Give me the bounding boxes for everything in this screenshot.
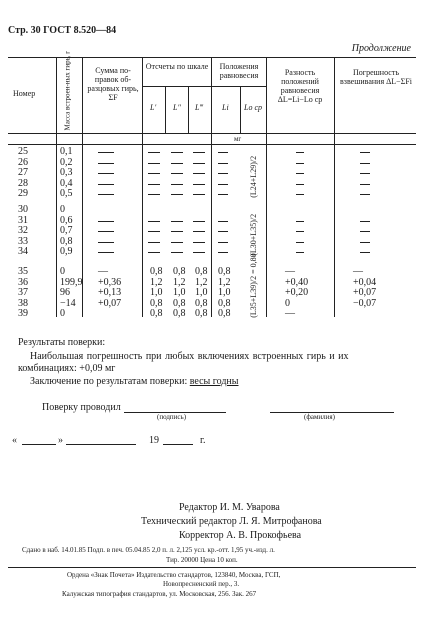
row-mass: 0,4: [60, 177, 73, 189]
unit-label: мг: [234, 135, 242, 143]
date-open-quote: «: [12, 435, 17, 446]
conclusion-value: весы годны: [189, 376, 239, 387]
empty-cell-dash: [98, 184, 114, 185]
row-mass: 0,2: [60, 156, 73, 168]
page-header: Стр. 30 ГОСТ 8.520—84: [8, 25, 117, 36]
row-err: +0,04: [353, 276, 377, 288]
row-number: 32: [18, 225, 28, 236]
row-number: 39: [18, 308, 28, 319]
formula-lo-avg: (L24+L29)/2: [248, 156, 258, 198]
empty-cell-dash: [296, 173, 304, 174]
row-r2: 1,0: [173, 287, 186, 298]
row-r3: 1,0: [195, 287, 208, 298]
empty-cell-dash: [171, 252, 183, 253]
empty-cell-dash: [296, 163, 304, 164]
row-li: 0,8: [218, 297, 231, 309]
formula-lo-avg: (L30+L35)/2: [248, 214, 258, 256]
row-err: −0,07: [353, 297, 377, 309]
row-r1: 1,2: [150, 276, 163, 288]
row-number: 27: [18, 167, 28, 178]
signature-label: Поверку проводил: [42, 402, 121, 413]
row-li: 0,8: [218, 308, 231, 319]
row-mass: 0: [60, 308, 65, 319]
empty-cell-dash: [296, 152, 304, 153]
results-title: Результаты поверки:: [18, 337, 106, 348]
empty-cell-dash: [296, 252, 304, 253]
row-diff: +0,20: [285, 287, 309, 298]
row-sum: +0,07: [98, 297, 122, 309]
empty-cell-dash: [360, 184, 370, 185]
imprint-line-4: Новопресненский пер., 3.: [163, 580, 240, 588]
results-line-2: комбинациях: +0,09 мг: [18, 363, 116, 374]
empty-cell-dash: [193, 194, 205, 195]
row-li: 0,8: [218, 266, 231, 277]
row-mass: 0: [60, 204, 65, 215]
row-number: 37: [18, 287, 28, 298]
row-mass: 0,6: [60, 214, 73, 226]
empty-cell-dash: [218, 252, 228, 253]
row-number: 34: [18, 246, 28, 257]
empty-cell-dash: [193, 184, 205, 185]
credit-tech-editor: Технический редактор Л. Я. Митрофанова: [141, 516, 322, 527]
row-number: 36: [18, 276, 28, 288]
row-r1: 1,0: [150, 287, 163, 298]
empty-cell-dash: [148, 173, 160, 174]
row-mass: 0,5: [60, 188, 73, 199]
row-mass: 0,9: [60, 246, 73, 257]
row-number: 35: [18, 266, 28, 277]
credit-editor: Редактор И. М. Уварова: [179, 502, 280, 513]
row-mass: 0,3: [60, 167, 73, 178]
row-diff: —: [285, 308, 295, 319]
empty-cell-dash: [171, 184, 183, 185]
empty-cell-dash: [171, 242, 183, 243]
imprint-line-1: Сдано в наб. 14.01.85 Подп. в печ. 05.04.85 2,0 п. л. 2,125 усл. кр.-отт. 1,95 уч.-изд. л.: [22, 546, 275, 554]
sub-header-l2: L″: [173, 103, 181, 112]
empty-cell-dash: [171, 221, 183, 222]
imprint-divider: [8, 567, 416, 568]
col-difference-header: Разность положений равновесия ΔL=Li−Lo ср: [277, 68, 323, 104]
imprint-line-2: Тир. 20000 Цена 10 коп.: [166, 556, 238, 564]
row-r1: 0,8: [150, 308, 163, 319]
row-number: 33: [18, 235, 28, 247]
empty-cell-dash: [360, 194, 370, 195]
row-r3: 1,2: [195, 276, 208, 288]
empty-cell-dash: [171, 163, 183, 164]
sub-header-lo: Lo ср: [244, 103, 262, 112]
row-number: 29: [18, 188, 28, 199]
empty-cell-dash: [98, 231, 114, 232]
empty-cell-dash: [148, 194, 160, 195]
empty-cell-dash: [360, 231, 370, 232]
empty-cell-dash: [98, 194, 114, 195]
empty-cell-dash: [148, 242, 160, 243]
empty-cell-dash: [171, 231, 183, 232]
row-li: 1,0: [218, 287, 231, 298]
row-number: 38: [18, 297, 28, 309]
empty-cell-dash: [171, 194, 183, 195]
row-diff: —: [285, 266, 295, 277]
imprint-line-3: Ордена «Знак Почета» Издательство стандартов, 123840, Москва, ГСП,: [67, 571, 281, 579]
empty-cell-dash: [218, 242, 228, 243]
conclusion-label: Заключение по результатам поверки:: [30, 376, 188, 387]
col-positions-header: Положения равновесия: [219, 62, 259, 80]
row-r3: 0,8: [195, 308, 208, 319]
col-number-header: Номер: [13, 89, 36, 98]
empty-cell-dash: [148, 252, 160, 253]
row-sum: +0,13: [98, 287, 122, 298]
row-r2: 0,8: [173, 308, 186, 319]
row-diff: 0: [285, 297, 290, 309]
row-number: 25: [18, 146, 28, 157]
row-err: +0,07: [353, 287, 377, 298]
row-r3: 0,8: [195, 266, 208, 277]
empty-cell-dash: [193, 163, 205, 164]
sub-header-li: Li: [222, 103, 229, 112]
signature-caption: (подпись): [157, 413, 187, 421]
empty-cell-dash: [98, 163, 114, 164]
row-mass: −14: [60, 297, 76, 309]
empty-cell-dash: [193, 252, 205, 253]
empty-cell-dash: [218, 194, 228, 195]
row-r2: 0,8: [173, 266, 186, 277]
results-line-1: Наибольшая погрешность при любых включениях встроенных гирь и их: [30, 351, 349, 362]
empty-cell-dash: [98, 173, 114, 174]
empty-cell-dash: [193, 231, 205, 232]
empty-cell-dash: [296, 194, 304, 195]
row-sum: —: [98, 266, 108, 277]
date-month-line[interactable]: [66, 444, 136, 445]
date-year-line[interactable]: [163, 444, 193, 445]
results-line-3: [30, 376, 239, 387]
row-mass: 0,8: [60, 235, 73, 247]
date-close-quote: »: [58, 435, 63, 446]
date-year-prefix: 19: [149, 435, 159, 446]
col-sum-header: Сумма по-правок об-разцовых гирь, ΣF: [87, 66, 139, 102]
empty-cell-dash: [171, 173, 183, 174]
row-diff: +0,40: [285, 276, 309, 288]
date-day-line[interactable]: [22, 444, 56, 445]
row-r1: 0,8: [150, 266, 163, 277]
empty-cell-dash: [148, 152, 160, 153]
empty-cell-dash: [218, 231, 228, 232]
row-r3: 0,8: [195, 297, 208, 309]
empty-cell-dash: [360, 173, 370, 174]
row-sum: +0,36: [98, 276, 122, 288]
empty-cell-dash: [296, 221, 304, 222]
empty-cell-dash: [360, 242, 370, 243]
empty-cell-dash: [98, 242, 114, 243]
empty-cell-dash: [193, 242, 205, 243]
empty-cell-dash: [360, 252, 370, 253]
empty-cell-dash: [171, 152, 183, 153]
row-number: 28: [18, 177, 28, 189]
empty-cell-dash: [296, 231, 304, 232]
row-mass: 0: [60, 266, 65, 277]
row-mass: 199,9: [60, 276, 83, 288]
credit-corrector: Корректор А. В. Прокофьева: [179, 530, 302, 541]
sub-header-l3: L‴: [195, 103, 203, 112]
row-err: —: [353, 266, 363, 277]
row-mass: 96: [60, 287, 70, 298]
empty-cell-dash: [148, 163, 160, 164]
row-number: 31: [18, 214, 28, 226]
empty-cell-dash: [218, 221, 228, 222]
row-number: 30: [18, 204, 28, 215]
empty-cell-dash: [218, 152, 228, 153]
empty-cell-dash: [193, 152, 205, 153]
empty-cell-dash: [296, 184, 304, 185]
empty-cell-dash: [148, 221, 160, 222]
empty-cell-dash: [98, 252, 114, 253]
empty-cell-dash: [148, 231, 160, 232]
sub-header-l1: L′: [150, 103, 157, 112]
empty-cell-dash: [218, 163, 228, 164]
empty-cell-dash: [296, 242, 304, 243]
empty-cell-dash: [193, 173, 205, 174]
date-year-suffix: г.: [200, 435, 206, 446]
col-readings-header: Отсчеты по шкале: [145, 62, 209, 71]
continuation-label: Продолжение: [351, 43, 411, 54]
row-number: 26: [18, 156, 28, 168]
col-mass-header: Масса встроен-ных гирь, г: [63, 50, 72, 131]
empty-cell-dash: [360, 152, 370, 153]
row-mass: 0,1: [60, 146, 73, 157]
row-r2: 0,8: [173, 297, 186, 309]
name-caption: (фамилия): [304, 413, 335, 421]
empty-cell-dash: [98, 152, 114, 153]
formula-lo-avg: (L35+L39)/2 = 0,80: [248, 253, 258, 318]
row-li: 1,2: [218, 276, 231, 288]
empty-cell-dash: [193, 221, 205, 222]
empty-cell-dash: [218, 184, 228, 185]
row-r1: 0,8: [150, 297, 163, 309]
imprint-line-5: Калужская типография стандартов, ул. Московская, 256. Зак. 267: [62, 590, 257, 598]
row-r2: 1,2: [173, 276, 186, 288]
empty-cell-dash: [218, 173, 228, 174]
empty-cell-dash: [360, 221, 370, 222]
empty-cell-dash: [148, 184, 160, 185]
col-error-header: Погрешность взвешивания ΔL−ΣFi: [340, 68, 412, 86]
empty-cell-dash: [360, 163, 370, 164]
row-mass: 0,7: [60, 225, 73, 236]
empty-cell-dash: [98, 221, 114, 222]
